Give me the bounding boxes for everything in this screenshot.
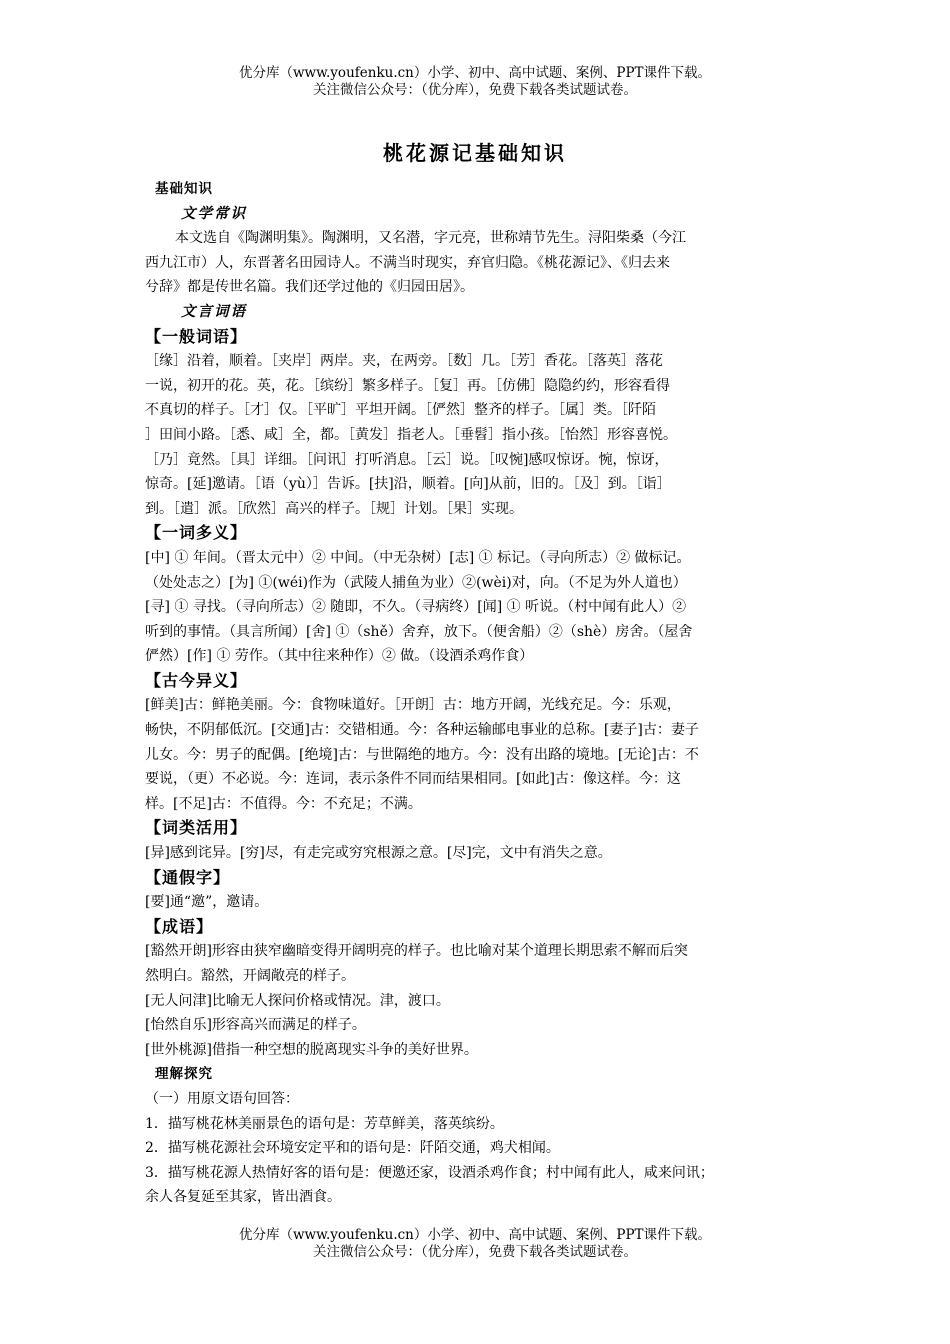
section-heading: 理解探究 bbox=[155, 1066, 213, 1083]
section-heading: 文言词语 bbox=[181, 302, 247, 320]
header-line-2: 关注微信公众号：（优分库），免费下载各类试题试卷。 bbox=[313, 82, 637, 98]
body-line: 西九江市）人，东晋著名田园诗人。不满当时现实，弃官归隐。《桃花源记》、《归去来 bbox=[145, 254, 670, 271]
document-body bbox=[145, 177, 815, 1210]
body-line: （一）用原文语句回答： bbox=[145, 1090, 299, 1107]
body-line: 本文选自《陶渊明集》。陶渊明，又名潜，字元亮，世称靖节先生。浔阳柴桑（今江 bbox=[175, 230, 686, 247]
page-header bbox=[0, 65, 950, 99]
body-line: 不真切的样子。［才］仅。［平旷］平坦开阔。［俨然］整齐的样子。［属］类。［阡陌 bbox=[145, 402, 656, 419]
body-line: [怡然自乐]形容高兴而满足的样子。 bbox=[145, 1017, 366, 1034]
body-line: ］田间小路。［悉、咸］全，都。［黄发］指老人。［垂髫］指小孩。［怡然］形容喜悦。 bbox=[145, 426, 677, 443]
section-heading: 【通假字】 bbox=[145, 867, 231, 887]
body-line: [寻] ① 寻找。（寻向所志）② 随即，不久。（寻病终）[闻] ① 听说。（村中闻有此人）② bbox=[145, 599, 687, 616]
footer-line-2: 关注微信公众号：（优分库），免费下载各类试题试卷。 bbox=[313, 1244, 637, 1260]
body-line: 听到的事情。（具言所闻）[舍] ①（shě）舍弃，放下。（便舍船）②（shè）房舍。（屋舍 bbox=[145, 623, 693, 640]
body-line: 兮辞》都是传世名篇。我们还学过他的《归园田居》。 bbox=[145, 279, 474, 296]
body-line: 俨然）[作] ① 劳作。（其中往来种作）② 做。（设酒杀鸡作食） bbox=[145, 648, 534, 665]
body-line: 到。［遣］派。［欣然］高兴的样子。［规］计划。［果］实现。 bbox=[145, 500, 523, 517]
body-line: （处处志之）[为] ①(wéi)作为（武陵人捕鱼为业）②(wèi)对，向。（不足为外人道也） bbox=[145, 574, 687, 591]
document-title: 桃花源记基础知识 bbox=[383, 141, 567, 165]
body-line: [无人问津]比喻无人探问价格或情况。津，渡口。 bbox=[145, 992, 450, 1009]
body-line: [鲜美]古：鲜艳美丽。今：食物味道好。［开朗］古：地方开阔，光线充足。今：乐观， bbox=[145, 697, 681, 714]
body-line: 惊奇。[延]邀请。［语（yù）］告诉。[扶]沿，顺着。[向]从前，旧的。［及］到。［诣］ bbox=[145, 476, 671, 493]
body-line: 畅快，不阴郁低沉。[交通]古：交错相通。今：各种运输邮电事业的总称。[妻子]古：妻子 bbox=[145, 722, 699, 739]
body-line: [豁然开朗]形容由狭窄幽暗变得开阔明亮的样子。也比喻对某个道理长期思索不解而后突 bbox=[145, 943, 688, 960]
body-line: [异]感到诧异。[穷]尽，有走完或穷究根源之意。[尽]完，文中有消失之意。 bbox=[145, 845, 612, 862]
section-heading: 【古今异义】 bbox=[145, 670, 248, 690]
body-line: 余人各复延至其家，皆出酒食。 bbox=[145, 1189, 341, 1206]
body-line: 要说，（更）不必说。今：连词，表示条件不同而结果相同。[如此]古：像这样。今：这 bbox=[145, 771, 681, 788]
body-line: 2．描写桃花源社会环境安定平和的语句是：阡陌交通，鸡犬相闻。 bbox=[145, 1140, 560, 1157]
page-footer bbox=[0, 1227, 950, 1261]
section-heading: 【词类活用】 bbox=[145, 818, 248, 838]
body-line: [世外桃源]借指一种空想的脱离现实斗争的美好世界。 bbox=[145, 1041, 478, 1058]
section-heading: 【一词多义】 bbox=[145, 523, 248, 543]
body-line: ［乃］竟然。［具］详细。［问讯］打听消息。［云］说。［叹惋]感叹惊讶。惋，惊讶， bbox=[145, 451, 669, 468]
body-line: ［缘］沿着，顺着。［夹岸］两岸。夹，在两旁。［数］几。［芳］香花。［落英］落花 bbox=[145, 353, 663, 370]
body-line: [要]通“邀”，邀请。 bbox=[145, 894, 269, 911]
section-heading: 【成语】 bbox=[145, 916, 214, 936]
body-line: 一说，初开的花。英，花。［缤纷］繁多样子。［复］再。［仿佛］隐隐约约，形容看得 bbox=[145, 377, 670, 394]
footer-line-1: 优分库（www.youfenku.cn）小学、初中、高中试题、案例、PPT课件下载。 bbox=[238, 1227, 712, 1243]
header-line-1: 优分库（www.youfenku.cn）小学、初中、高中试题、案例、PPT课件下载。 bbox=[238, 65, 712, 81]
section-heading: 基础知识 bbox=[155, 181, 213, 197]
body-line: 儿女。今：男子的配偶。[绝境]古：与世隔绝的地方。今：没有出路的境地。[无论]古：不 bbox=[145, 746, 699, 763]
body-line: 1．描写桃花林美丽景色的语句是：芳草鲜美，落英缤纷。 bbox=[145, 1115, 504, 1132]
body-line: [中] ① 年间。（晋太元中）② 中间。（中无杂树）[志] ① 标记。（寻向所志）② 做标记。 bbox=[145, 549, 691, 566]
body-line: 3．描写桃花源人热情好客的语句是：便邀还家，设酒杀鸡作食；村中闻有此人，咸来问讯； bbox=[145, 1164, 714, 1181]
section-heading: 【一般词语】 bbox=[145, 326, 248, 346]
body-line: 然明白。豁然，开阔敞亮的样子。 bbox=[145, 968, 355, 984]
body-line: 样。[不足]古：不值得。今：不充足；不满。 bbox=[145, 795, 422, 812]
section-heading: 文学常识 bbox=[181, 204, 247, 222]
